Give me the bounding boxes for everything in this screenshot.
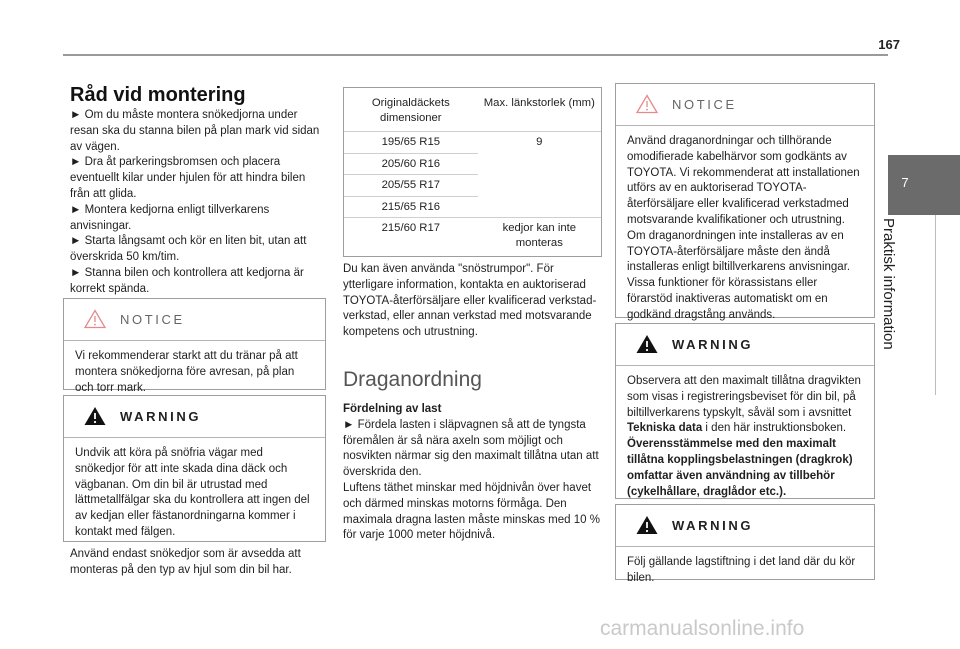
- chain-usage-note: Använd endast snökedjor som är avsedda att monteras på den typ av hjul som din bil har.: [70, 548, 301, 576]
- chapter-label: [880, 218, 922, 398]
- notice-warning-triangle-icon: [84, 309, 106, 329]
- table-header-row: [344, 88, 601, 132]
- link-size-value: kedjor kan inte monteras: [502, 222, 577, 249]
- tire-size: 205/60 R16: [344, 153, 478, 175]
- step-3: ► Montera kedjorna enligt tillverkarens anvisningar.: [70, 203, 270, 232]
- warning-header: [616, 505, 874, 547]
- tire-size: 215/60 R17: [381, 222, 441, 234]
- link-size-value: 9: [478, 132, 601, 218]
- section-title: Råd vid montering: [70, 84, 246, 106]
- warning-box: [615, 504, 875, 584]
- tire-size: 215/65 R16: [344, 196, 478, 218]
- table-row: [344, 218, 601, 254]
- warning-box: [63, 395, 326, 542]
- chapter-label-text: Praktisk information: [880, 218, 897, 350]
- warning-label: WARNING: [672, 518, 754, 533]
- table-row: [344, 132, 601, 154]
- notice-header: [616, 84, 874, 126]
- warning-triangle-icon: [636, 334, 658, 354]
- step-1: ► Om du måste montera snökedjorna under resan ska du stanna bilen på plan mark vid sidan av vägen.: [70, 109, 320, 153]
- header-rule: [63, 54, 888, 56]
- snow-socks-paragraph: Du kan även använda "snöstrumpor". För ytterligare information, kontakta en auktoriserad TOYOTA-återförsäljare eller kvalificerad verkstad-verkstad, eller annan verkstad med motsvarande kompetens och utrustning.: [343, 263, 597, 339]
- warning-label: WARNING: [120, 409, 202, 424]
- notice-text: Vi rekommenderar starkt att du tränar på att montera snökedjorna före avresan, på plan och torr mark.: [75, 350, 298, 394]
- page-number: 167: [878, 37, 900, 52]
- warning-header: [64, 396, 325, 438]
- altitude-paragraph: Luftens täthet minskar med höjdnivån över havet och därmed minskas motorns förmåga. Den maximala dragna lasten måste minskas med 10 % för varje 1000 meter höjdnivå.: [343, 481, 600, 542]
- warning-text: Undvik att köra på snöfria vägar med snökedjor för att inte skada dina däck och vägbanan. Om din bil är utrustad med lättmetallfälgar ska du kontrollera att ingen del av kedjan eller fästanordningarna kommer i kontakt med fälgen.: [75, 447, 310, 538]
- chapter-number: 7: [901, 175, 909, 190]
- warning-triangle-icon: [636, 515, 658, 535]
- notice-label: NOTICE: [120, 312, 185, 327]
- tab-divider: [935, 215, 936, 395]
- step-2: ► Dra åt parkeringsbromsen och placera eventuellt kilar under hjulen för att hindra bilen från att glida.: [70, 156, 306, 200]
- load-distribution-step: ► Fördela lasten i släpvagnen så att de tyngsta föremålen är så nära axeln som möjligt och nosvikten närmar sig den maximalt tillåtna utan att överskrida den.: [343, 418, 599, 479]
- tire-size: 205/55 R17: [344, 175, 478, 197]
- size-table: [344, 88, 601, 253]
- manual-ref-text: i den här instruktionsboken.: [705, 422, 847, 435]
- warning-box: [615, 323, 875, 499]
- load-distribution-subheading: Fördelning av last: [343, 403, 442, 415]
- notice-box: [615, 83, 875, 321]
- warning-text: Följ gällande lagstiftning i det land där du kör bilen.: [627, 556, 856, 584]
- towing-section: [343, 402, 605, 544]
- chain-size-table: [343, 87, 602, 257]
- towing-weight-text: Observera att den maximalt tillåtna dragvikten som visas i registreringsbeviset för din bil, på biltillverkarens typskylt, såväl som i avsnittet: [627, 375, 861, 419]
- watermark: carmanualsonline.info: [600, 617, 805, 640]
- warning-header: [616, 324, 874, 366]
- header-link-size: Max. länkstorlek (mm): [478, 88, 601, 132]
- notice-label: NOTICE: [672, 97, 737, 112]
- notice-header: [64, 299, 325, 341]
- warning-label: WARNING: [672, 337, 754, 352]
- header-dimensions: Originaldäckets dimensioner: [344, 88, 478, 132]
- technical-data-ref: Tekniska data: [627, 422, 703, 435]
- tire-size: 195/65 R15: [344, 132, 478, 154]
- coupling-load-text: Överensstämmelse med den maximalt tillåtna kopplingsbelastningen (dragkrok) omfattar även användning av tillbehör (cykelhållare, draglådor etc.).: [627, 438, 853, 498]
- notice-text: Använd draganordningar och tillhörande omodifierade kabelhärvor som godkänts av TOYOTA. Vi rekommenderat att installationen utförs av en auktoriserad TOYOTA-återförsäljare eller kvalificerad verkstadmed motsvarande kvalifikationer och utrustning. Om draganordningen inte installeras av en TOYOTA-återförsäljare måste den ändå installeras enligt biltillverkarens anvisningar. Vissa funktioner för körassistans eller förarstöd inaktiveras automatiskt om en godkänd dragstång används.: [627, 135, 860, 321]
- warning-triangle-icon: [84, 406, 106, 426]
- step-5: ► Stanna bilen och kontrollera att kedjorna är korrekt spända.: [70, 266, 304, 295]
- notice-warning-triangle-icon: [636, 94, 658, 114]
- warning-text: [616, 366, 874, 508]
- step-4: ► Starta långsamt och kör en liten bit, utan att överskrida 50 km/tim.: [70, 235, 307, 264]
- mounting-steps: [70, 108, 328, 298]
- notice-box: [63, 298, 326, 394]
- towing-heading: Draganordning: [343, 368, 482, 391]
